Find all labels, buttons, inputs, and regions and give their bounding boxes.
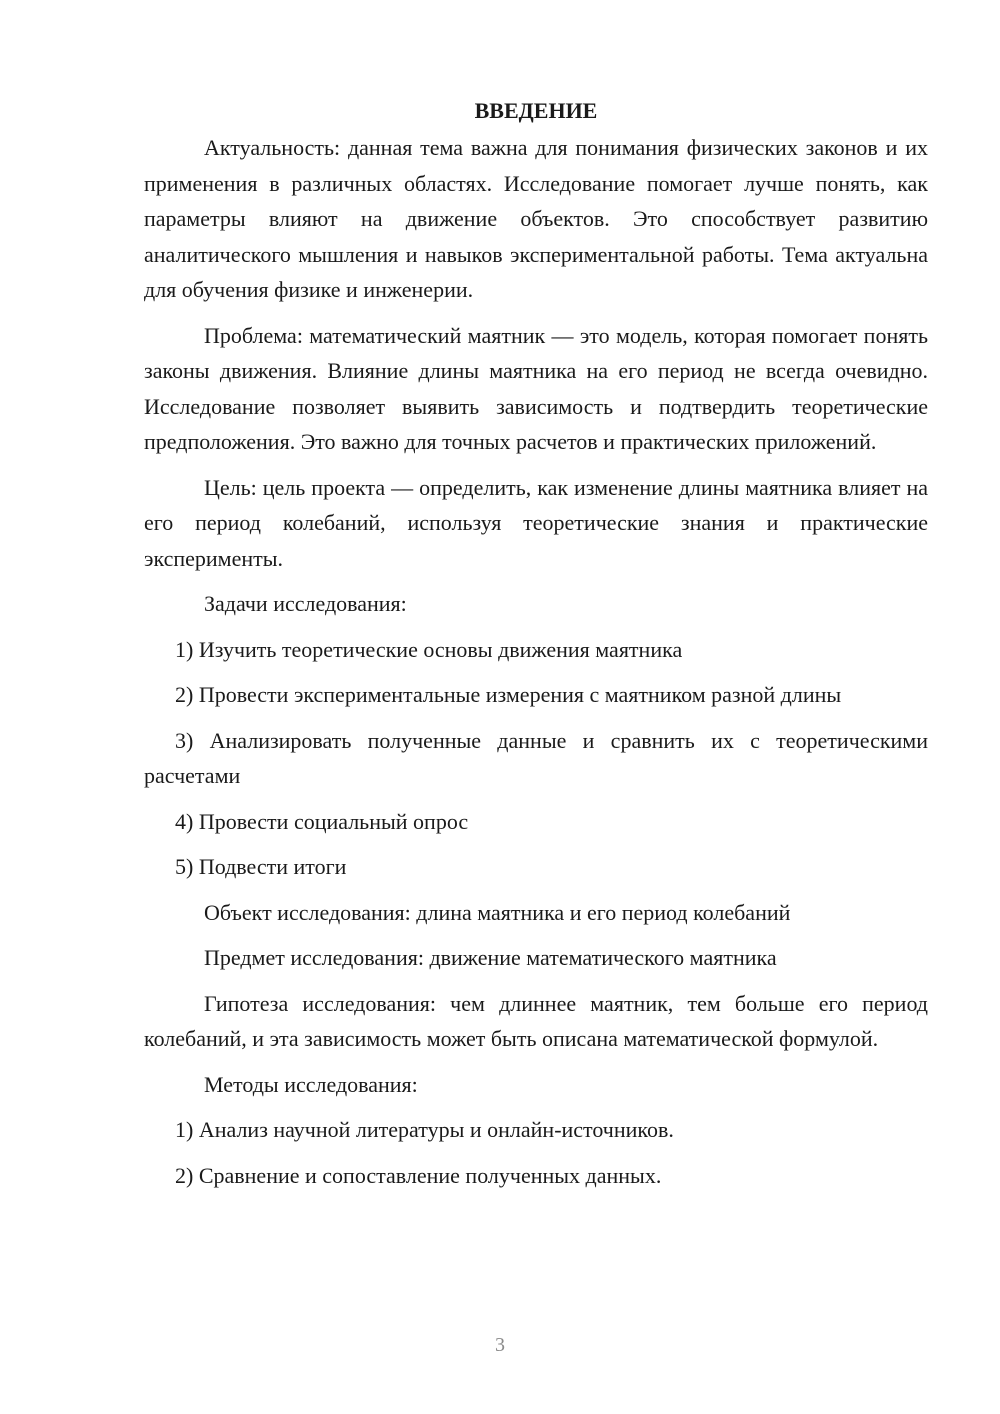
- list-item: 3) Анализировать полученные данные и сравнить их с теоретическими расчетами: [144, 727, 928, 788]
- paragraph-problem: Проблема: математический маятник — это модель, которая помогает понять законы движения. Влияние длины маятника на его период не всегда очевидно. Исследование позволяет выявить зависимость и подтвердить теоретические предположения. Это важно для точных расчетов и практических приложений.: [144, 322, 928, 454]
- paragraph-subject: Предмет исследования: движение математического маятника: [204, 945, 777, 970]
- paragraph-object: Объект исследования: длина маятника и его период колебаний: [204, 899, 791, 925]
- list-item: 4) Провести социальный опрос: [175, 808, 469, 834]
- methods-title: Методы исследования:: [204, 1071, 418, 1097]
- paragraph-relevance: Актуальность: данная тема важна для понимания физических законов и их применения в различных областях. Исследование помогает лучше понять, как параметры влияют на движение объектов. Это способствует развитию аналитического мышления и навыков экспериментальной работы. Тема актуальна для обучения физике и инженерии.: [144, 135, 928, 302]
- tasks-list: [144, 632, 928, 885]
- paragraph-hypothesis: Гипотеза исследования: чем длиннее маятник, тем больше его период колебаний, и эта зависимость может быть описана математической формулой.: [144, 990, 928, 1051]
- list-item: 2) Сравнение и сопоставление полученных данных.: [175, 1162, 662, 1188]
- tasks-title: Задачи исследования:: [204, 591, 407, 616]
- list-item: 5) Подвести итоги: [175, 854, 347, 879]
- list-item: 1) Изучить теоретические основы движения маятника: [175, 636, 683, 662]
- paragraph-goal: Цель: цель проекта — определить, как изменение длины маятника влияет на его период колебаний, используя теоретические знания и практические эксперименты.: [144, 474, 928, 571]
- methods-list: [144, 1112, 928, 1193]
- list-item: 2) Провести экспериментальные измерения с маятником разной длины: [175, 682, 842, 707]
- page-title: ВВЕДЕНИЕ: [474, 98, 598, 123]
- page-number: 3: [495, 1334, 505, 1356]
- list-item: 1) Анализ научной литературы и онлайн-источников.: [175, 1117, 674, 1142]
- document-page: [144, 96, 928, 1203]
